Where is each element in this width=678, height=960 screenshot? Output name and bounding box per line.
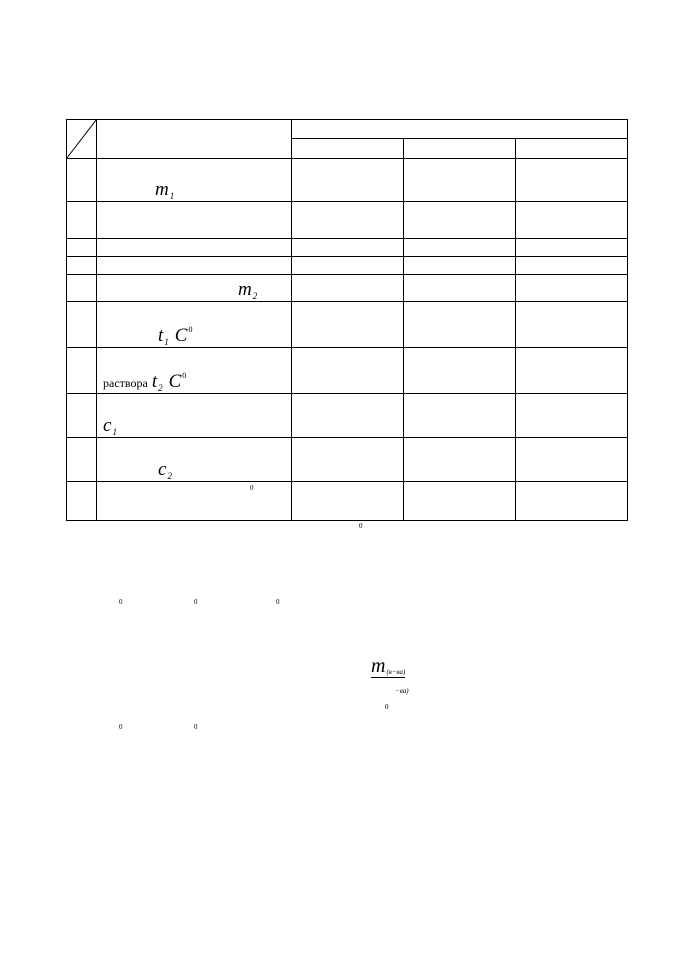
degree-mark-2b: 0 (194, 723, 198, 731)
degree-mark-2a: 0 (119, 723, 123, 731)
row-c2-label: $c_2$ (158, 459, 172, 481)
fraction-numerator: m(в−ва) (371, 655, 406, 677)
row-m1-label: $m_1$ (155, 179, 175, 201)
row-c1-label: $c_1$ (103, 415, 117, 437)
row-t1-label: $t_1$ $C^0$ (158, 325, 193, 347)
degree-mark-1a: 0 (119, 598, 123, 606)
table-frame (67, 120, 628, 521)
corner-diagonal (67, 120, 97, 159)
row-t2-label: раствора $t_2$ $C^0$ (103, 371, 187, 393)
degree-mark-1b: 0 (194, 598, 198, 606)
degree-mark-1c: 0 (276, 598, 280, 606)
fraction-denominator-fragment: −ва) (395, 687, 409, 695)
row-m2-label: $m_2$ (238, 279, 258, 301)
row-last-degree-mark: 0 (250, 484, 254, 492)
degree-mark-2: 0 (385, 703, 389, 711)
degree-mark: 0 (359, 522, 363, 530)
